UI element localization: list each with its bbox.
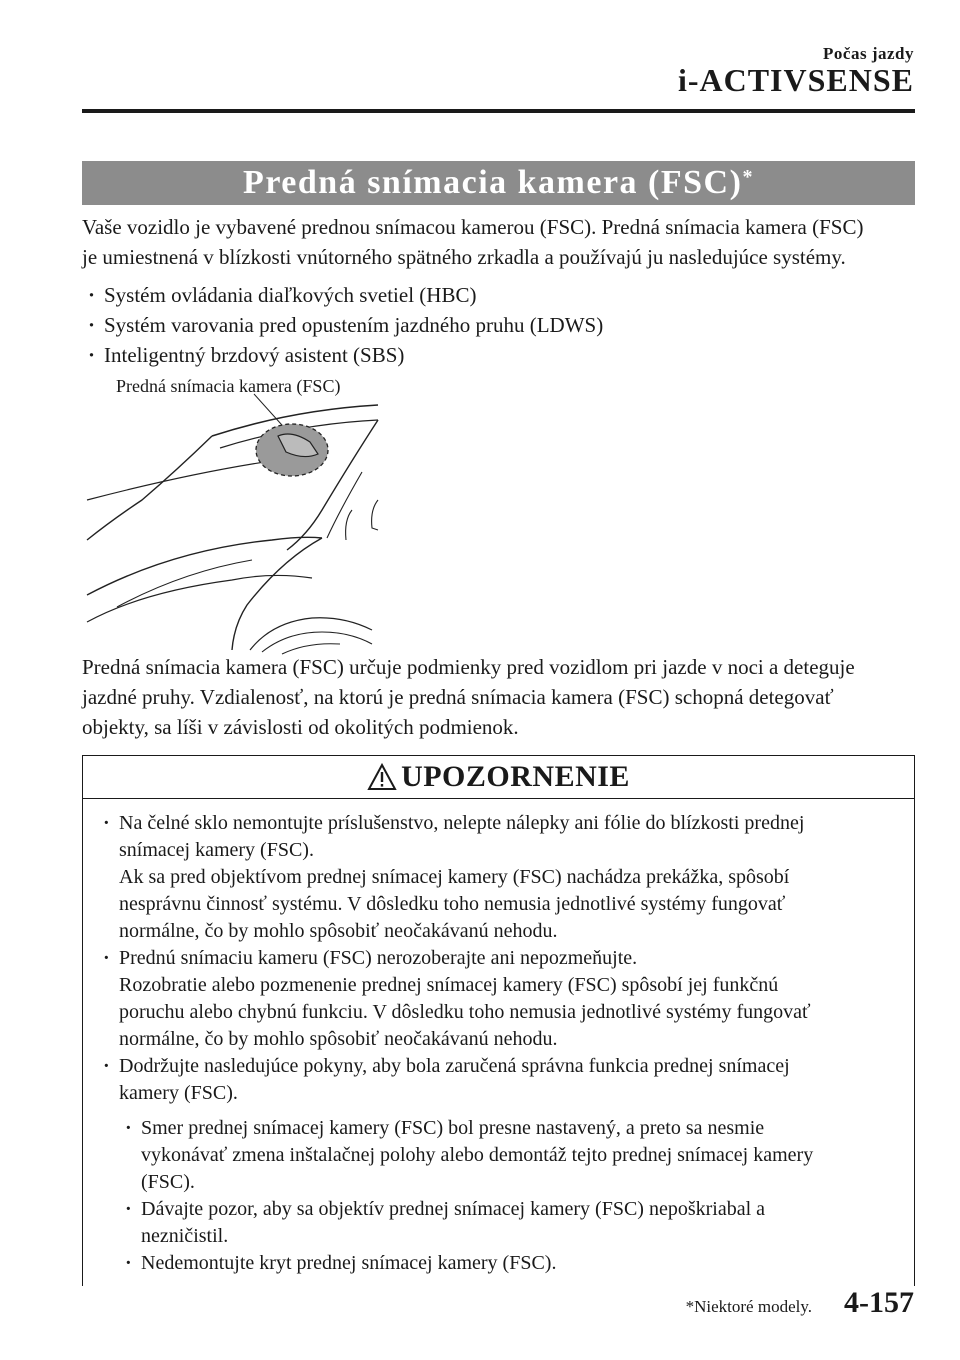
warning-line: nezničistil. [141, 1225, 229, 1247]
description-line: jazdné pruhy. Vzdialenosť, na ktorú je predná snímacia kamera (FSC) schopná detegovať [82, 685, 834, 709]
wheel-arch-inner [262, 632, 372, 652]
list-item [97, 945, 897, 1053]
systems-list [82, 280, 915, 370]
fender-line [87, 575, 312, 622]
description-paragraph [82, 652, 915, 742]
warning-triangle-icon [367, 763, 397, 791]
list-item [97, 810, 897, 945]
description-line: objekty, sa líši v závislosti od okolitých podmienok. [82, 715, 519, 739]
warning-line: (FSC). [141, 1171, 195, 1193]
list-item [97, 1053, 897, 1277]
section-label: Počas jazdy [823, 44, 914, 63]
intro-line: Vaše vozidlo je vybavené prednou snímacou kamerou (FSC). Predná snímacia kamera (FSC) [82, 215, 864, 239]
a-pillar-inner [327, 472, 362, 538]
description-line: Predná snímacia kamera (FSC) určuje podmienky pred vozidlom pri jazde v noci a deteguje [82, 655, 855, 679]
sub-list [119, 1115, 897, 1277]
warning-line: normálne, čo by mohlo spôsobiť neočakávanú nehodu. [119, 920, 558, 942]
warning-line: kamery (FSC). [119, 1082, 238, 1104]
warning-line: snímacej kamery (FSC). [119, 839, 314, 861]
windshield-camera-illustration [82, 360, 402, 655]
sub-list-item [119, 1196, 897, 1250]
list-item: · Systém ovládania diaľkových svetiel (HBC) [82, 280, 915, 310]
warning-heading: UPOZORNENIE [401, 760, 630, 793]
sub-list-item [119, 1115, 897, 1196]
footnote: *Niektoré modely. [685, 1297, 812, 1316]
warning-line: Rozobratie alebo pozmenenie prednej snímacej kamery (FSC) spôsobí jej funkčnú [119, 974, 779, 996]
list-item: · Systém varovania pred opustením jazdného pruhu (LDWS) [82, 310, 915, 340]
warning-line: · Dávajte pozor, aby sa objektív prednej snímacej kamery (FSC) nepoškriabal a [141, 1198, 766, 1220]
warning-line: · Na čelné sklo nemontujte príslušenstvo, nelepte nálepky ani fólie do blízkosti prednej [119, 812, 805, 834]
page-number: 4-157 [844, 1286, 914, 1319]
warning-line: · Nedemontujte kryt prednej snímacej kamery (FSC). [141, 1252, 557, 1274]
page-title-text: Predná snímacia kamera (FSC) [243, 164, 743, 201]
sub-list-item [119, 1250, 897, 1277]
footnote-marker: * [742, 165, 754, 188]
warning-line: · Smer prednej snímacej kamery (FSC) bol presne nastavený, a preto sa nesmie [141, 1117, 765, 1139]
hood-crease [117, 560, 252, 607]
chapter-title: i-ACTIVSENSE [677, 62, 914, 98]
side-mirror [372, 500, 378, 530]
intro-line: je umiestnená v blízkosti vnútorného spätného zrkadla a používajú ju nasledujúce systémy. [82, 245, 846, 269]
warning-list [97, 810, 897, 1277]
warning-line: normálne, čo by mohlo spôsobiť neočakávanú nehodu. [119, 1028, 558, 1050]
warning-line: · Dodržujte nasledujúce pokyny, aby bola zaručená správna funkcia prednej snímacej [119, 1055, 790, 1077]
warning-line: nesprávnu činnosť systému. V dôsledku toho nemusia jednotlivé systémy fungovať [119, 893, 786, 915]
warning-line: · Prednú snímaciu kameru (FSC) nerozoberajte ani nepozmeňujte. [119, 947, 638, 969]
hood-line [87, 537, 322, 595]
warning-line: Ak sa pred objektívom prednej snímacej kamery (FSC) nachádza prekážka, spôsobí [119, 866, 790, 888]
intro-paragraph [82, 212, 915, 272]
warning-line: poruchu alebo chybnú funkciu. V dôsledku toho nemusia jednotlivé systémy fungovať [119, 1001, 811, 1023]
warning-box [82, 755, 915, 1286]
warning-line: vykonávať zmena inštalačnej polohy alebo demontáž tejto prednej snímacej kamery [141, 1144, 814, 1166]
list-item: · Inteligentný brzdový asistent (SBS) [82, 340, 915, 370]
warning-header [83, 756, 914, 799]
figure-label: Predná snímacia kamera (FSC) [116, 376, 341, 396]
mirror-arm [346, 510, 352, 540]
header-divider [82, 109, 915, 113]
page-title [82, 161, 915, 205]
windshield-edge [87, 436, 212, 540]
dashboard-line [87, 458, 292, 500]
